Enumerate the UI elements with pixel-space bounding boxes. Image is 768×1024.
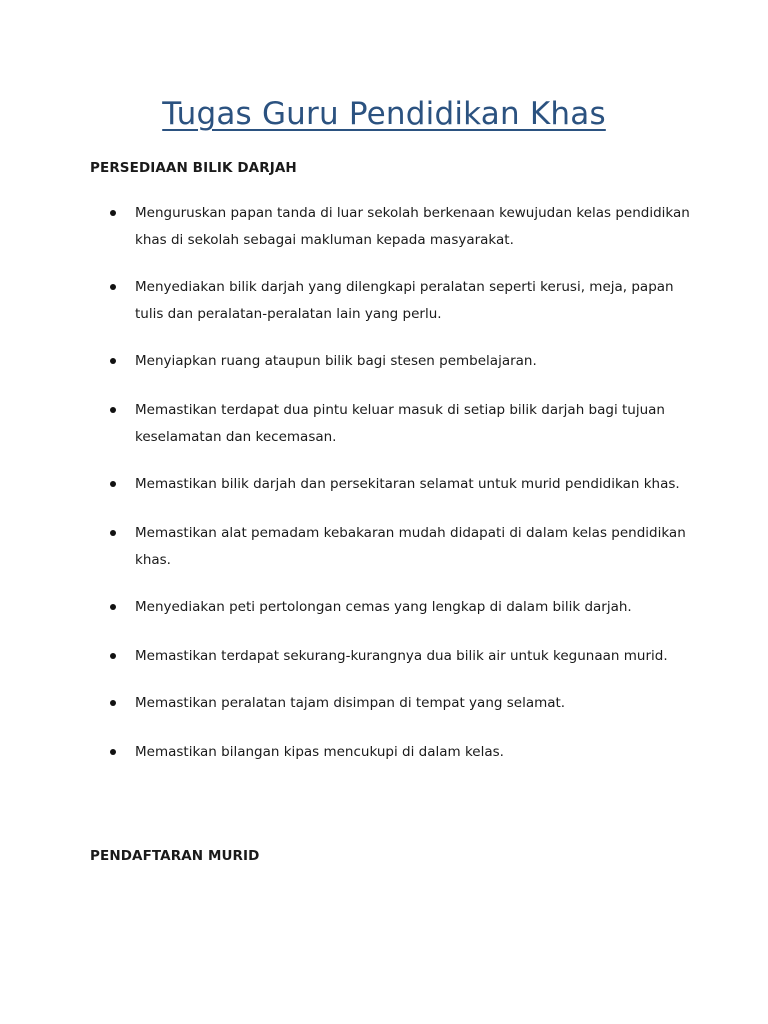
list-item — [110, 643, 690, 670]
bullet-icon — [110, 700, 116, 706]
list-item — [110, 594, 690, 621]
list-item-text: Menyiapkan ruang ataupun bilik bagi stesen pembelajaran. — [135, 353, 537, 369]
list-item-text: Memastikan terdapat sekurang-kurangnya dua bilik air untuk kegunaan murid. — [135, 648, 668, 664]
list-item — [110, 739, 690, 766]
list-item — [110, 520, 690, 574]
list-item — [110, 274, 690, 328]
bullet-icon — [110, 653, 116, 659]
section-heading-persediaan: PERSEDIAAN BILIK DARJAH — [90, 160, 297, 176]
list-item — [110, 690, 690, 717]
list-item — [110, 471, 690, 498]
bullet-icon — [110, 407, 116, 413]
section-heading-pendaftaran: PENDAFTARAN MURID — [90, 848, 260, 864]
list-item — [110, 397, 690, 451]
list-item — [110, 348, 690, 375]
list-item-text: Menguruskan papan tanda di luar sekolah berkenaan kewujudan kelas pendidikan khas di sekolah sebagai makluman kepada masyarakat. — [135, 205, 690, 248]
bullet-icon — [110, 210, 116, 216]
list-item-text: Menyediakan bilik darjah yang dilengkapi peralatan seperti kerusi, meja, papan tulis dan peralatan-peralatan lain yang perlu. — [135, 279, 674, 322]
list-item-text: Memastikan bilik darjah dan persekitaran selamat untuk murid pendidikan khas. — [135, 476, 680, 492]
list-item-text: Menyediakan peti pertolongan cemas yang lengkap di dalam bilik darjah. — [135, 599, 632, 615]
list-item-text: Memastikan terdapat dua pintu keluar masuk di setiap bilik darjah bagi tujuan keselamatan dan kecemasan. — [135, 402, 665, 445]
bullet-icon — [110, 284, 116, 290]
bullet-icon — [110, 749, 116, 755]
bullet-icon — [110, 530, 116, 536]
bullet-icon — [110, 481, 116, 487]
list-item — [110, 200, 690, 254]
list-item-text: Memastikan bilangan kipas mencukupi di dalam kelas. — [135, 744, 504, 760]
bullet-icon — [110, 358, 116, 364]
page-title: Tugas Guru Pendidikan Khas — [162, 96, 606, 132]
list-item-text: Memastikan peralatan tajam disimpan di tempat yang selamat. — [135, 695, 566, 711]
bullet-icon — [110, 604, 116, 610]
list-item-text: Memastikan alat pemadam kebakaran mudah didapati di dalam kelas pendidikan khas. — [135, 525, 686, 568]
